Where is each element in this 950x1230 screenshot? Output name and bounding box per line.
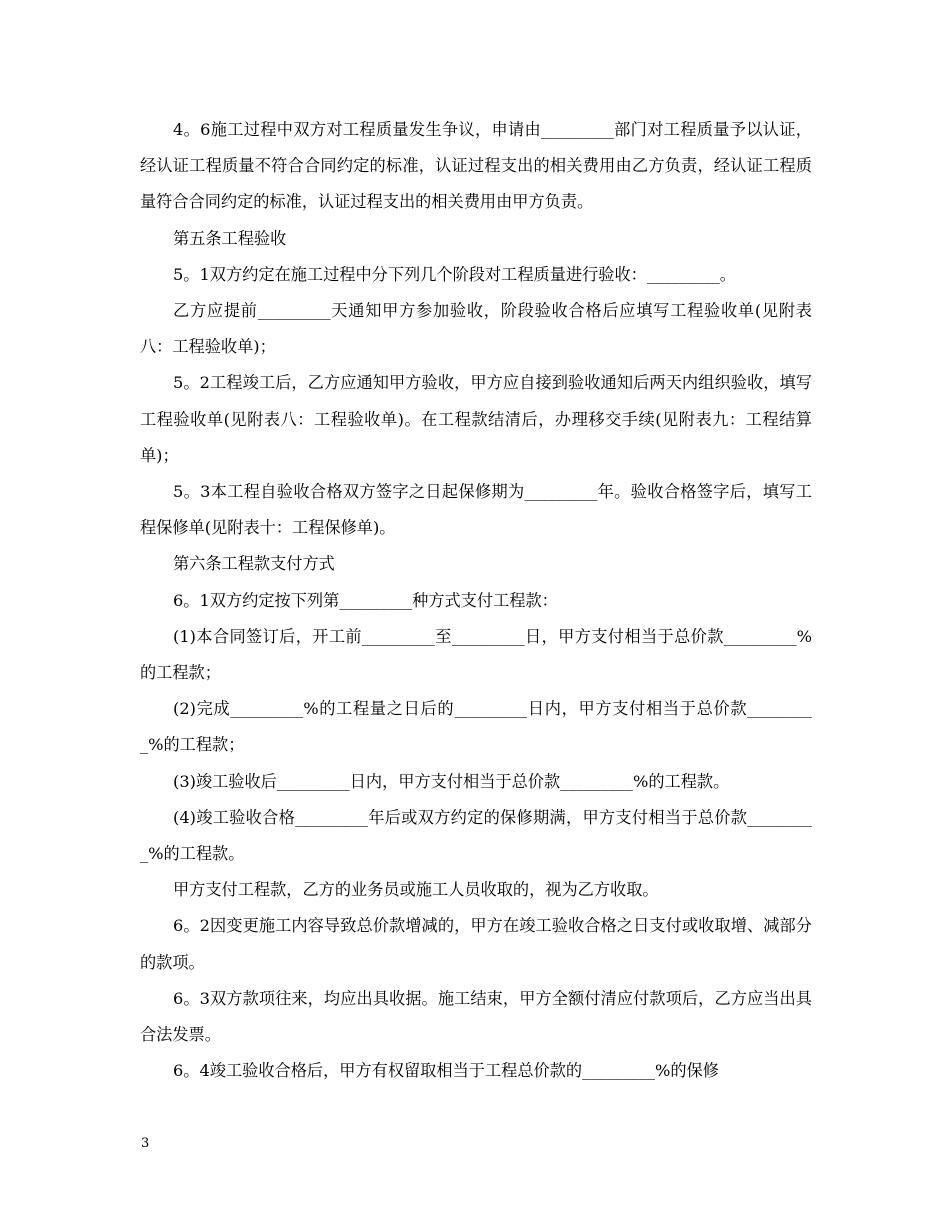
- paragraph-payment-receipt: 甲方支付工程款，乙方的业务员或施工人员收取的，视为乙方收取。: [173, 880, 659, 900]
- paragraph-4-6: 4。6施工过程中双方对工程质量发生争议，申请由_________部门对工程质量予以认证，经认证工程质量不符合合同约定的标准，认证过程支出的相关费用由乙方负责，经认证工程质量符合合同约定的标准，认证过程支出的相关费用由甲方负责。: [140, 120, 812, 212]
- paragraph-6-2: 6。2因变更施工内容导致总价款增减的，甲方在竣工验收合格之日支付或收取增、减部分的款项。: [140, 916, 812, 972]
- payment-option-4: (4)竣工验收合格_________年后或双方约定的保修期满，甲方支付相当于总价款_________%的工程款。: [140, 807, 812, 864]
- payment-option-1: (1)本合同签订后，开工前_________至_________日，甲方支付相当于总价款_________%的工程款；: [140, 626, 812, 683]
- paragraph-5-3: 5。3本工程自验收合格双方签字之日起保修期为_________年。验收合格签字后，填写工程保修单(见附表十：工程保修单)。: [140, 482, 812, 538]
- paragraph-6-3: 6。3双方款项往来，均应出具收据。施工结束，甲方全额付清应付款项后，乙方应当出具合法发票。: [140, 988, 812, 1045]
- paragraph-6-1: 6。1双方约定按下列第_________种方式支付工程款：: [173, 590, 558, 610]
- paragraph-6-4: 6。4竣工验收合格后，甲方有权留取相当于工程总价款的_________%的保修: [173, 1061, 719, 1081]
- heading-article-5: 第五条工程验收: [173, 228, 287, 248]
- paragraph-advance-notice: 乙方应提前_________天通知甲方参加验收，阶段验收合格后应填写工程验收单(见附表八：工程验收单)；: [140, 301, 812, 357]
- heading-article-6: 第六条工程款支付方式: [173, 554, 335, 574]
- paragraph-5-2: 5。2工程竣工后，乙方应通知甲方验收，甲方应自接到验收通知后两天内组织验收，填写工程验收单(见附表八：工程验收单)。在工程款结清后，办理移交手续(见附表九：工程结算单)；: [140, 373, 812, 465]
- page-number: 3: [141, 1136, 150, 1151]
- payment-option-2: (2)完成_________%的工程量之日后的_________日内，甲方支付相当于总价款_________%的工程款；: [140, 699, 812, 755]
- document-body: [140, 112, 812, 1089]
- paragraph-5-1: 5。1双方约定在施工过程中分下列几个阶段对工程质量进行验收：_________。: [173, 264, 736, 284]
- payment-option-3: (3)竣工验收后_________日内，甲方支付相当于总价款_________%的工程款。: [173, 771, 730, 791]
